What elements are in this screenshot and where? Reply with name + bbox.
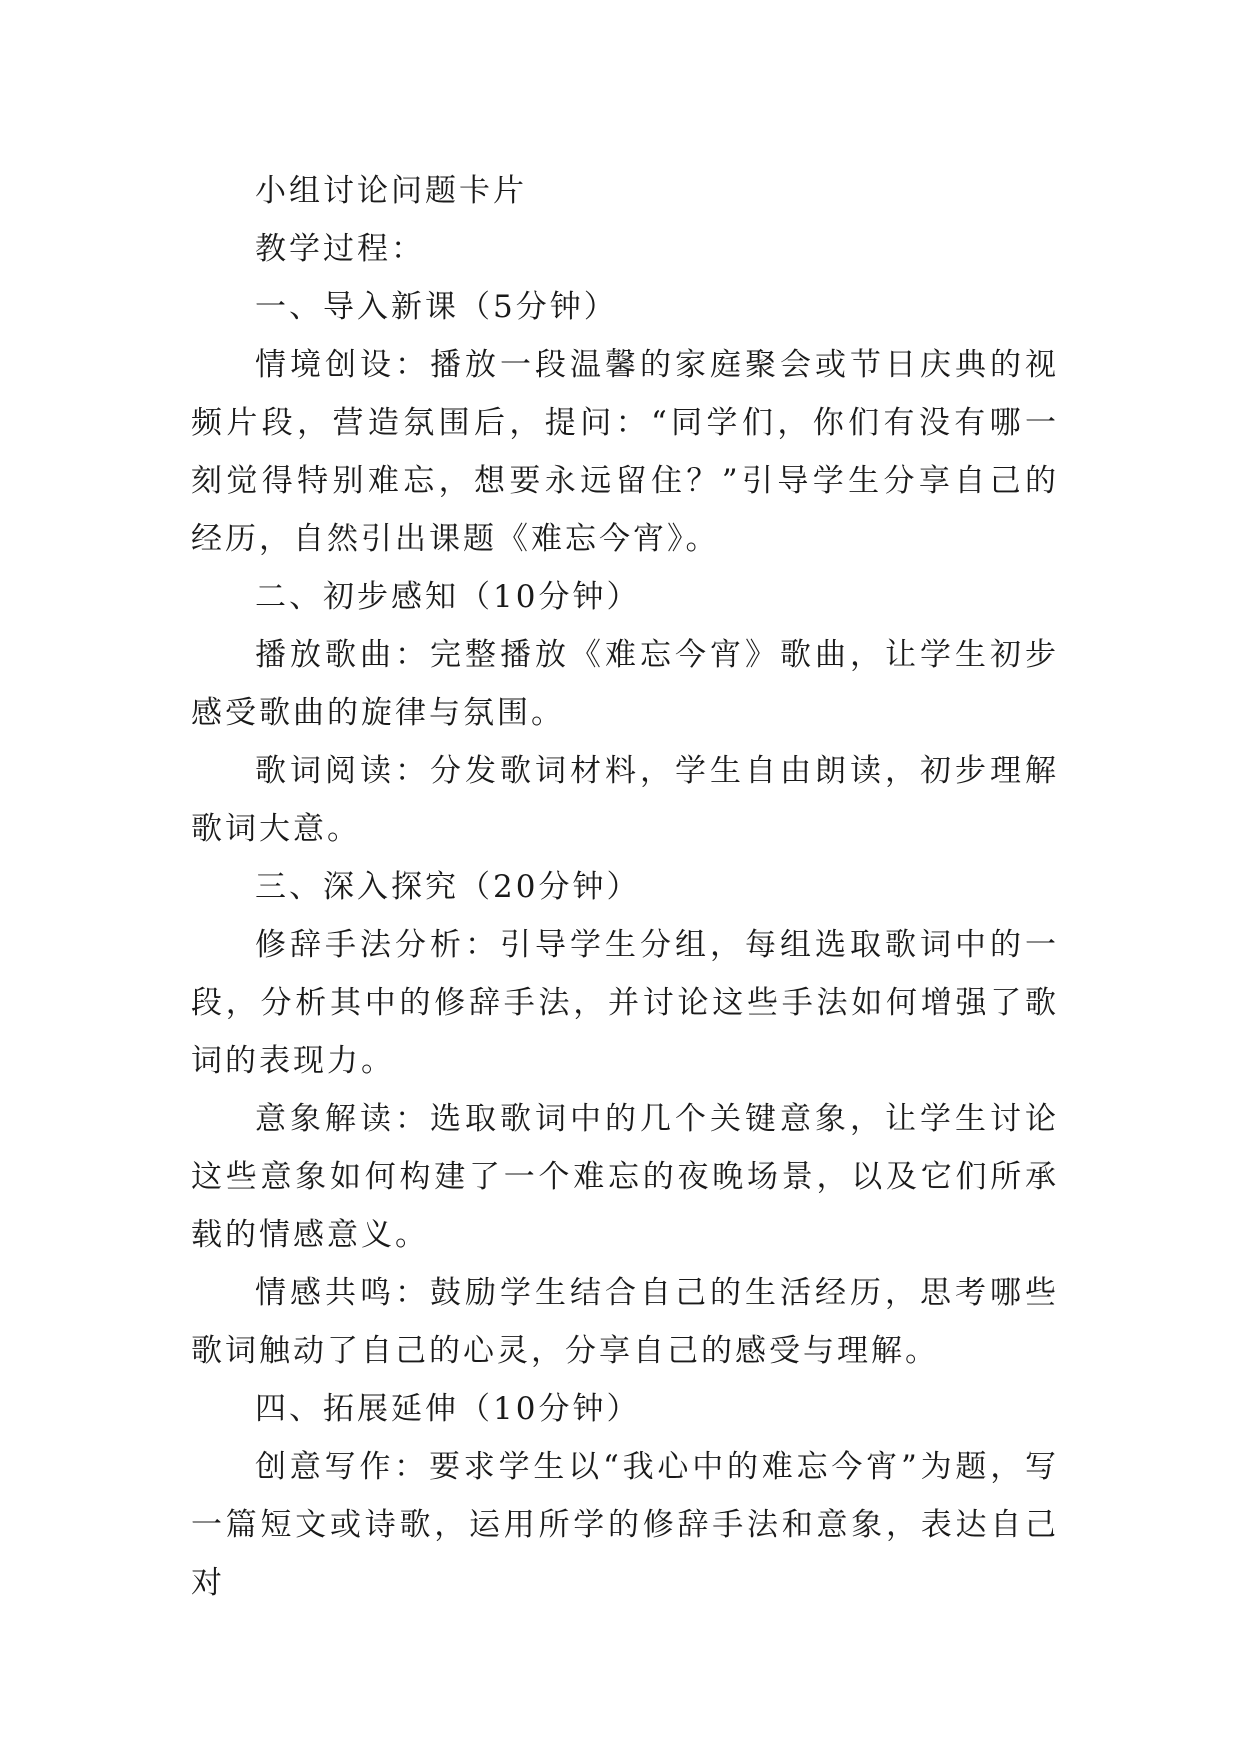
paragraph-emotional-resonance: 情感共鸣：鼓励学生结合自己的生活经历，思考哪些歌词触动了自己的心灵，分享自己的感受与理解。 bbox=[191, 1275, 1059, 1369]
step-heading-introduction: 一、导入新课（5分钟） bbox=[255, 289, 618, 325]
paragraph-scenario-setup: 情境创设：播放一段温馨的家庭聚会或节日庆典的视频片段，营造氛围后，提问：“同学们，你们有没有哪一刻觉得特别难忘，想要永远留住？”引导学生分享自己的经历，自然引出课题《难忘今宵》。 bbox=[191, 347, 1059, 557]
paragraph-lyrics-reading: 歌词阅读：分发歌词材料，学生自由朗读，初步理解歌词大意。 bbox=[191, 753, 1059, 847]
step-heading-extension: 四、拓展延伸（10分钟） bbox=[255, 1391, 641, 1427]
section-heading-teaching-process: 教学过程： bbox=[255, 231, 425, 267]
paragraph-creative-writing: 创意写作：要求学生以“我心中的难忘今宵”为题，写一篇短文或诗歌，运用所学的修辞手法和意象，表达自己对 bbox=[191, 1449, 1059, 1601]
paragraph-play-song: 播放歌曲：完整播放《难忘今宵》歌曲，让学生初步感受歌曲的旋律与氛围。 bbox=[191, 637, 1059, 731]
step-heading-deep-exploration: 三、深入探究（20分钟） bbox=[255, 869, 641, 905]
materials-item: 小组讨论问题卡片 bbox=[255, 173, 527, 209]
paragraph-imagery-interpretation: 意象解读：选取歌词中的几个关键意象，让学生讨论这些意象如何构建了一个难忘的夜晚场景，以及它们所承载的情感意义。 bbox=[191, 1101, 1059, 1253]
paragraph-rhetoric-analysis: 修辞手法分析：引导学生分组，每组选取歌词中的一段，分析其中的修辞手法，并讨论这些手法如何增强了歌词的表现力。 bbox=[191, 927, 1059, 1079]
step-heading-initial-perception: 二、初步感知（10分钟） bbox=[255, 579, 641, 615]
document-body bbox=[191, 162, 1059, 1612]
